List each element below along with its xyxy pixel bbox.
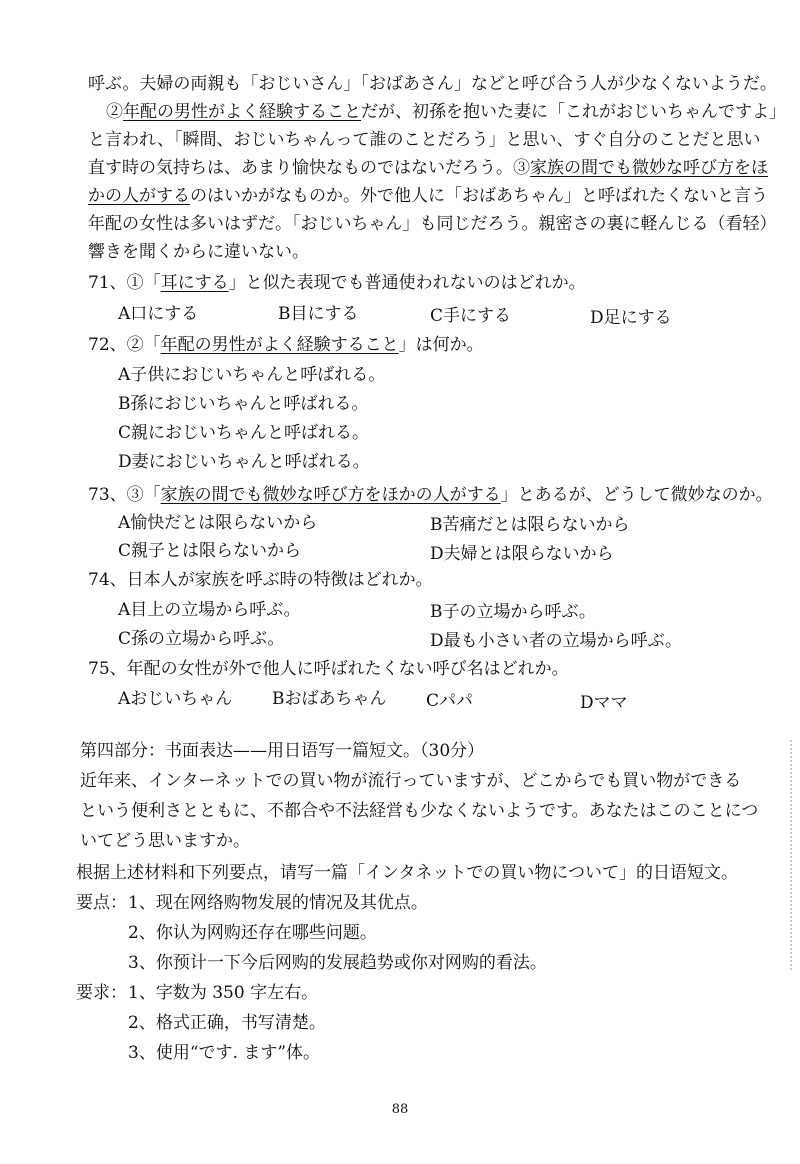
requirement-3: 3、使用“です. ます”体。 — [128, 1043, 321, 1063]
passage-line-5: かの人がするのはいかがなものか。外で他人に「おばあちゃん」と呼ばれたくないと言う — [88, 186, 768, 206]
q73-option-c: C親子とは限らないから — [118, 541, 302, 561]
question-75: 75、年配の女性が外で他人に呼ばれたくない呼び名はどれか。 — [88, 659, 569, 679]
passage-line-3: と言われ、「瞬間、おじいちゃんって誰のことだろう」と思い、すぐ自分のことだと思い — [88, 130, 761, 150]
points-label: 要点： — [76, 893, 127, 913]
passage-line-6: 年配の女性は多いはずだ。「おじいちゃん」も同じだろう。親密さの裏に軽んじる（看轻） — [88, 214, 777, 234]
point-3: 3、你预计一下今后网购的发展趋势或你对网购的看法。 — [128, 953, 547, 973]
q71-option-c: C手にする — [430, 306, 512, 326]
q72-option-d: D妻におじいちゃんと呼ばれる。 — [118, 452, 370, 472]
requirements-label: 要求： — [76, 983, 127, 1003]
q72-option-b: B孫におじいちゃんと呼ばれる。 — [118, 394, 369, 414]
q74-option-a: A目上の立場から呼ぶ。 — [118, 600, 301, 620]
passage-line-2: ②年配の男性がよく経験することだが、初孫を抱いた妻に「これがおじいちゃんですよ」 — [106, 102, 786, 122]
passage-line-7: 響きを聞くからに違いない。 — [88, 242, 309, 262]
question-73: 73、③「家族の間でも微妙な呼び方をほかの人がする」とあるが、どうして微妙なのか。 — [88, 485, 773, 505]
requirement-1: 1、字数为 350 字左右。 — [128, 983, 319, 1003]
underlined-phrase-2: 年配の男性がよく経験すること — [123, 102, 361, 122]
q74-option-c: C孫の立場から呼ぶ。 — [118, 629, 285, 649]
q72-option-a: A子供におじいちゃんと呼ばれる。 — [118, 365, 386, 385]
page-number: 88 — [391, 1102, 409, 1117]
question-72: 72、②「年配の男性がよく経験すること」は何か。 — [88, 335, 484, 355]
q75-option-a: Aおじいちゃん — [118, 689, 233, 709]
q71-option-b: B目にする — [278, 304, 359, 324]
section4-paragraph-1: 近年来、インターネットでの買い物が流行っていますが、どこからでも買い物ができる — [80, 771, 742, 791]
q73-option-a: A愉快だとは限らないから — [118, 513, 318, 533]
passage-line-1: 呼ぶ。夫婦の両親も「おじいさん」「おばあさん」などと呼び合う人が少なくないようだ。 — [88, 74, 777, 94]
q71-option-d: D足にする — [590, 308, 672, 328]
question-71: 71、①「耳にする」と似た表现でも普通使われないのはどれか。 — [88, 273, 586, 293]
point-1: 1、现在网络购物发展的情况及其优点。 — [128, 893, 428, 913]
point-2: 2、你认为网购还存在哪些问题。 — [128, 923, 377, 943]
q74-option-b: B子の立場から呼ぶ。 — [430, 602, 596, 622]
q75-option-d: Dママ — [580, 693, 628, 713]
passage-line-4: 直す時の気持ちは、あまり愉快なものではないだろう。③家族の間でも微妙な呼び方をほ — [88, 158, 768, 178]
question-74: 74、日本人が家族を呼ぶ時の特徴はどれか。 — [88, 570, 433, 590]
requirement-2: 2、格式正确，书写清楚。 — [128, 1013, 326, 1033]
q75-option-b: Bおばあちゃん — [272, 689, 387, 709]
q74-option-d: D最も小さい者の立場から呼ぶ。 — [430, 631, 682, 651]
q72-option-c: C親におじいちゃんと呼ばれる。 — [118, 423, 370, 443]
section4-paragraph-2: という便利さとともに、不都合や不法経営も少なくないようです。あなたはこのことにつ — [80, 801, 759, 821]
section4-heading: 第四部分：书面表达——用日语写一篇短文。（30分） — [80, 741, 485, 761]
scan-edge-marks — [790, 740, 794, 970]
q73-option-d: D夫婦とは限らないから — [430, 544, 614, 564]
section4-instruction: 根据上述材料和下列要点，请写一篇「インタネットでの買い物について」的日语短文。 — [76, 863, 738, 883]
q75-option-c: Cパパ — [426, 691, 474, 711]
q71-option-a: A口にする — [118, 304, 199, 324]
underlined-phrase-3b: かの人がする — [88, 186, 190, 206]
section4-paragraph-3: いてどう思いますか。 — [80, 831, 250, 851]
q73-option-b: B苦痛だとは限らないから — [430, 515, 630, 535]
underlined-phrase-3a: 家族の間でも微妙な呼び方をほ — [530, 158, 768, 178]
